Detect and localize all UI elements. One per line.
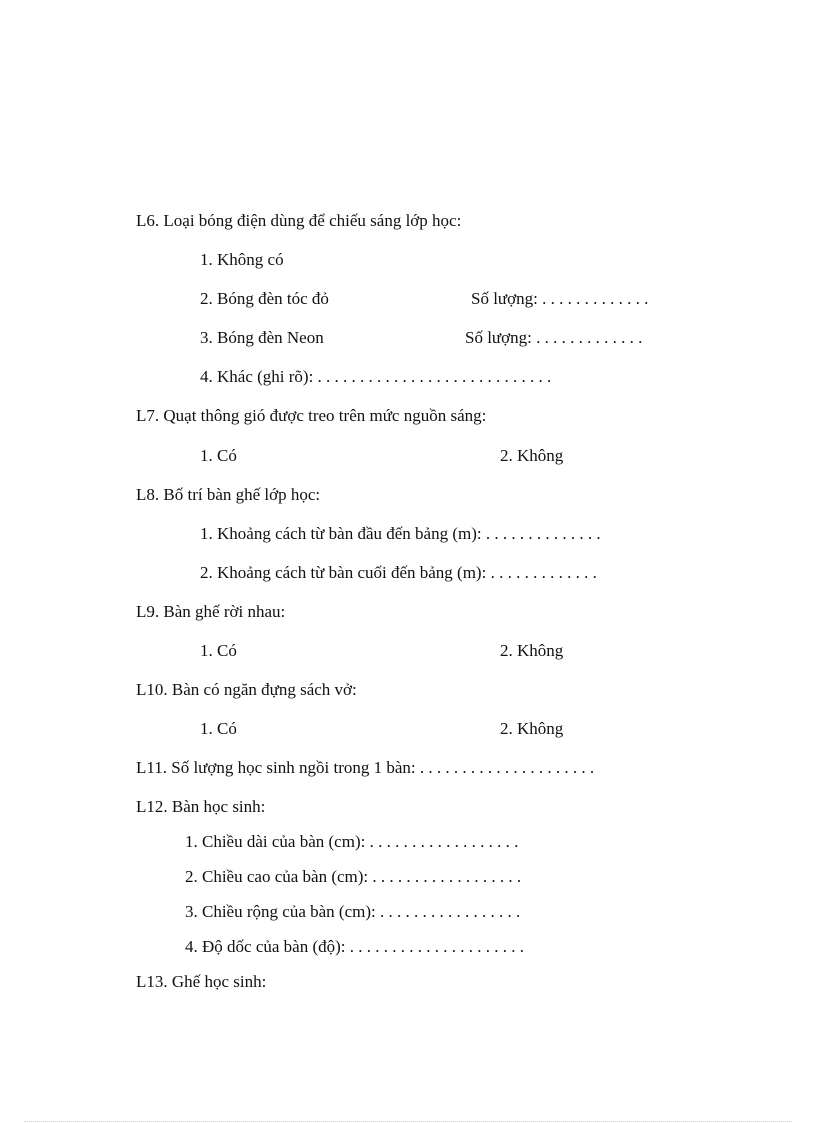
question-l11: L11. Số lượng học sinh ngồi trong 1 bàn: . . . . . . . . . . . . . . . . . . . . .	[136, 758, 595, 777]
option-l6-2-quantity: Số lượng: . . . . . . . . . . . . .	[471, 289, 649, 308]
question-l9: L9. Bàn ghế rời nhau:	[136, 602, 286, 621]
option-l6-3: 3. Bóng đèn Neon	[200, 328, 324, 347]
question-l13: L13. Ghế học sinh:	[136, 972, 267, 991]
question-l8: L8. Bố trí bàn ghế lớp học:	[136, 485, 321, 504]
option-l9-1: 1. Có	[200, 641, 237, 660]
option-l7-2: 2. Không	[500, 446, 564, 465]
option-l12-2: 2. Chiều cao của bàn (cm): . . . . . . . . . . . . . . . . . .	[185, 867, 522, 886]
question-l10: L10. Bàn có ngăn đựng sách vở:	[136, 680, 357, 699]
option-l12-4: 4. Độ dốc của bàn (độ): . . . . . . . . . . . . . . . . . . . . .	[185, 937, 525, 956]
option-l8-2: 2. Khoảng cách từ bàn cuối đến bảng (m): . . . . . . . . . . . . .	[200, 563, 597, 582]
option-l8-1: 1. Khoảng cách từ bàn đầu đến bảng (m): . . . . . . . . . . . . . .	[200, 524, 601, 543]
option-l10-2: 2. Không	[500, 719, 564, 738]
option-l6-4: 4. Khác (ghi rõ): . . . . . . . . . . . . . . . . . . . . . . . . . . . .	[200, 367, 552, 386]
option-l10-1: 1. Có	[200, 719, 237, 738]
option-l12-1: 1. Chiều dài của bàn (cm): . . . . . . . . . . . . . . . . . .	[185, 832, 519, 851]
option-l6-1: 1. Không có	[200, 250, 284, 269]
option-l9-2: 2. Không	[500, 641, 564, 660]
option-l7-1: 1. Có	[200, 446, 237, 465]
question-l12: L12. Bàn học sinh:	[136, 797, 266, 816]
option-l12-3: 3. Chiều rộng của bàn (cm): . . . . . . . . . . . . . . . . .	[185, 902, 521, 921]
option-l6-2: 2. Bóng đèn tóc đỏ	[200, 289, 329, 308]
option-l6-3-quantity: Số lượng: . . . . . . . . . . . . .	[465, 328, 643, 347]
page-bottom-divider	[24, 1121, 792, 1122]
question-l6: L6. Loại bóng điện dùng để chiếu sáng lớp học:	[136, 211, 462, 230]
question-l7: L7. Quạt thông gió được treo trên mức nguồn sáng:	[136, 406, 487, 425]
